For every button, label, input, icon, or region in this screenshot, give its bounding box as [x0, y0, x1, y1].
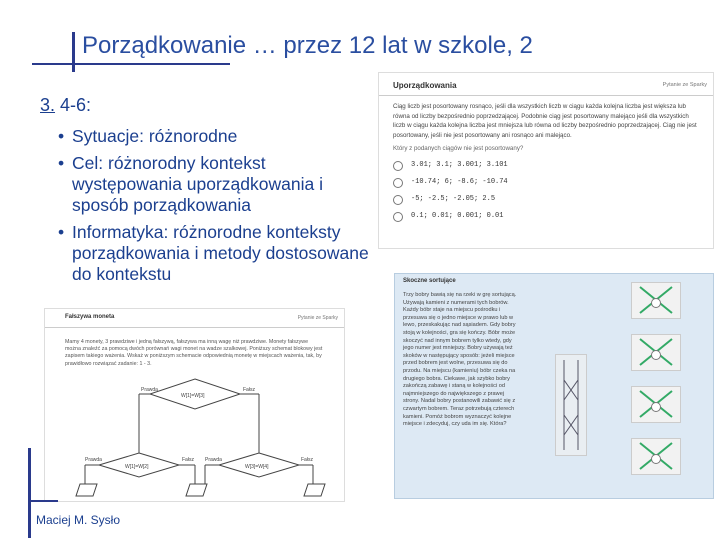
flow-label-w2: W[1]=W[2]: [125, 464, 149, 470]
flowchart-diagram: [45, 369, 344, 499]
section-range: 4-6:: [55, 95, 92, 115]
flow-label-w1: W[1]=W[3]: [181, 393, 205, 399]
bullet-list: [58, 126, 378, 291]
quiz-option[interactable]: -5; -2.5; -2.05; 2.5: [393, 192, 699, 209]
flow-label-true3: Prawda: [205, 457, 222, 463]
radio-button[interactable]: [651, 298, 661, 308]
bullet-situations: • Sytuacje: różnorodne: [58, 126, 378, 147]
network-diagram-icon: [556, 355, 586, 455]
flow-label-true2: Prawda: [85, 457, 102, 463]
coin-task-header: [45, 309, 344, 328]
radio-button[interactable]: [393, 161, 403, 171]
section-number: 3.: [40, 95, 56, 115]
quiz-source: Pytanie ze Sparky: [662, 82, 707, 88]
slide-title: Porządkowanie … przez 12 lat w szkole, 2: [82, 32, 533, 59]
radio-button[interactable]: [393, 178, 403, 188]
radio-button[interactable]: [393, 212, 403, 222]
title-divider: [72, 32, 75, 72]
bullet-informatics: • Informatyka: różnorodne konteksty porządkowania i metody dostosowane do kontekstu: [58, 222, 378, 285]
coin-task-source: Pytanie ze Sparky: [297, 315, 338, 321]
beaver-sorting-screenshot: [394, 273, 714, 499]
task-illustration: [555, 354, 587, 456]
flow-label-true1: Prawda: [141, 387, 158, 393]
quiz-description: Ciąg liczb jest posortowany rosnąco, jeśli dla wszystkich liczb w ciągu każda kolejna liczba jest większa lub równa od liczby bezpośrednio poprzedzającej. Podobnie ciąg jest posortowany malejąco jeśli dla wszystkich liczb w ciągu każda kolejna liczba jest mniejsza lub równa od liczby bezpośrednio poprzedzającej. Ciąg nie jest posortowany, jeśli nie jest posortowany ani rosnąco ani malejąco.: [393, 103, 697, 139]
quiz-option[interactable]: 3.01; 3.1; 3.001; 3.101: [393, 158, 699, 175]
quiz-option[interactable]: -10.74; 6; -8.6; -10.74: [393, 175, 699, 192]
coin-task-title: Fałszywa moneta: [65, 314, 115, 320]
bullet-goal: • Cel: różnorodny kontekst występowania uporządkowania i sposób porządkowania: [58, 153, 378, 216]
radio-button[interactable]: [393, 195, 403, 205]
flow-label-false3: Fałsz: [301, 457, 313, 463]
flow-label-false2: Fałsz: [182, 457, 194, 463]
task-text: Trzy bobry bawią się na rzeki w grę sortującą. Używają kamieni z numerami tych bobrów. Każdy bóbr staje na miejscu pośrodku i przesuwa się o jedno miejsce w prawo lub w lewo, przeskakując nad sąsiadem. Gdy bobry stoją w kolejności, gra się kończy. Bóbr może skoczyć nad innym bobrem tylko wtedy, gdy jego numer jest mniejszy. Bobry używają też skoków w następujący sposób: jeżeli miejsce przed bobrem jest wolne, przesuwa się do przodu. Na miejscu (kamieniu) bóbr czeka na drugiego bobra. Ciekawe, jak szybko bobry zakończą zabawę i staną w kolejności od najmniejszego do największego z prawej strony. Nadal bobry postanowili zabawić się z czwartym bobrem. Teraz potrzebują czterech kamieni. Pomóż bobrom wyznaczyć kolejne miejsce i zdecyduj, czy uda im się. Która?: [403, 292, 517, 428]
footer-underline: [28, 500, 58, 502]
quiz-option[interactable]: 0.1; 0.01; 0.001; 0.01: [393, 209, 699, 226]
radio-button[interactable]: [651, 402, 661, 412]
flow-label-w3: W[3]=W[4]: [245, 464, 269, 470]
title-underline: [32, 63, 230, 65]
task-title: Skoczne sortujące: [403, 278, 456, 284]
quiz-header: [379, 73, 713, 96]
radio-button[interactable]: [651, 454, 661, 464]
coin-task-text: Mamy 4 monety, 3 prawdziwe i jedną fałszywą, fałszywa ma inną wagę niż prawdziwe. Monety fałszywe można znaleźć za pomocą dwóch porównań wagi monet na wadze szalkowej. Poniższy schemat blokowy jest zapisem takiego ważenia. Wskaż w poniższym schemacie odpowiednią monetę w miejscach ważenia, tak, by prawidłowo rozwiązać zadanie: 1 - 3.: [65, 339, 323, 367]
flow-label-false1: Fałsz: [243, 387, 255, 393]
quiz-question: Który z podanych ciągów nie jest posortowany?: [393, 145, 524, 152]
quiz-title: Uporządkowania: [393, 81, 457, 90]
radio-button[interactable]: [651, 350, 661, 360]
author-name: Maciej M. Sysło: [36, 513, 121, 527]
quiz-body: [379, 96, 713, 226]
section-heading: [40, 95, 91, 116]
quiz-options: [393, 158, 699, 226]
footer-divider: [28, 448, 31, 538]
fake-coin-screenshot: [44, 308, 345, 502]
sorting-quiz-screenshot: [378, 72, 714, 249]
